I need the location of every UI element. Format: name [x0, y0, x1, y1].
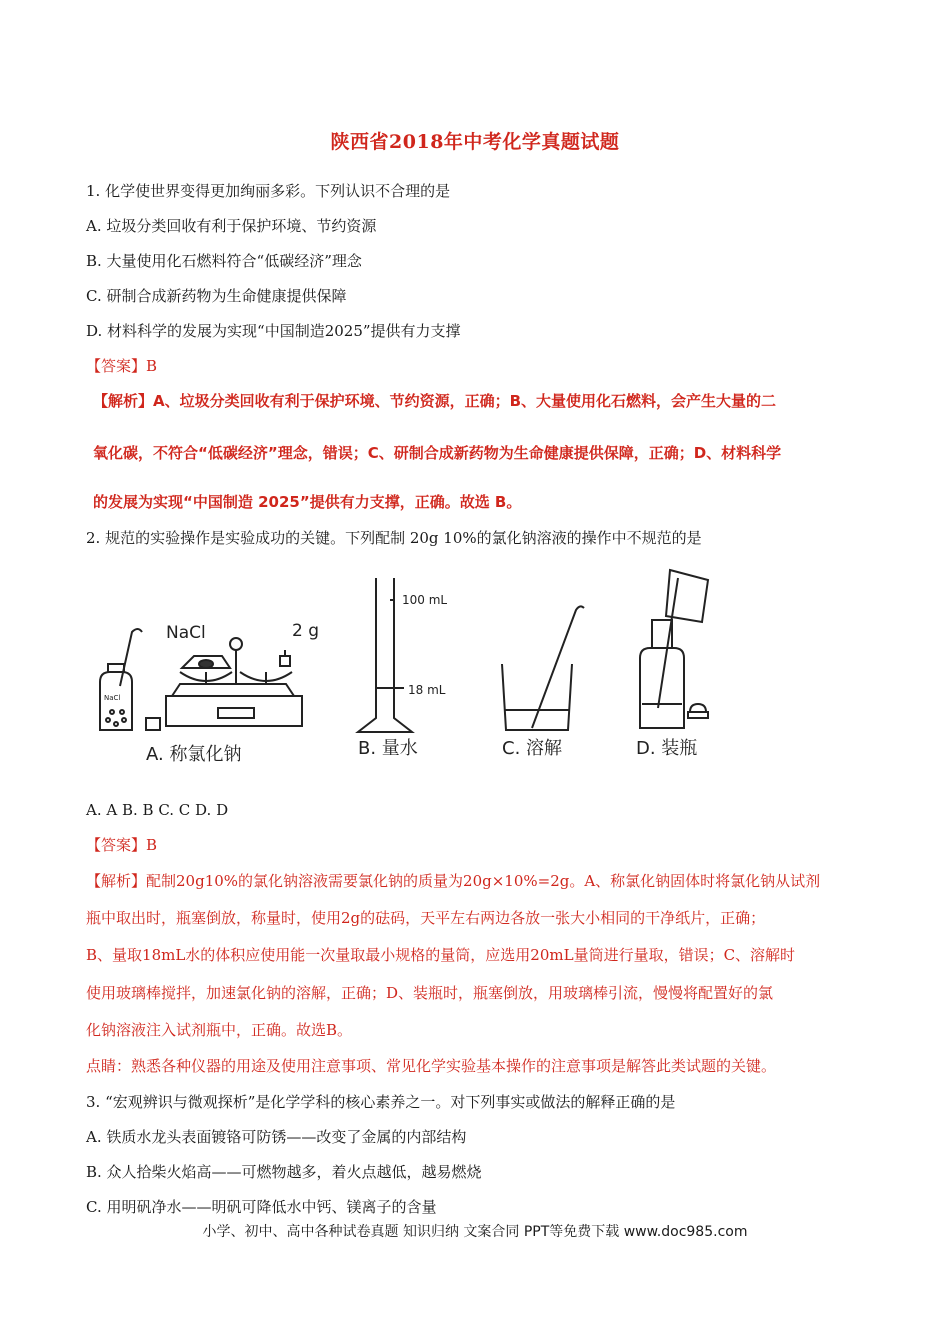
q2-explanation-line-4: 使用玻璃棒搅拌，加速氯化钠的溶解，正确；D、装瓶时，瓶塞倒放，用玻璃棒引流，慢慢将配置好的氯	[86, 984, 774, 1002]
q2-explanation-line-1: 【解析】配制20g10%的氯化钠溶液需要氯化钠的质量为20g×10%=2g。A、称氯化钠固体时将氯化钠从试剂	[86, 872, 821, 890]
q3-option-c: C. 用明矾净水——明矾可降低水中钙、镁离子的含量	[86, 1198, 437, 1216]
q2-explanation-line-3: B、量取18mL水的体积应使用能一次量取最小规格的量筒，应选用20mL量筒进行量取，错误；C、溶解时	[86, 946, 796, 964]
weight-label: 2 g	[292, 621, 320, 641]
q1-stem: 1. 化学使世界变得更加绚丽多彩。下列认识不合理的是	[86, 182, 451, 200]
caption-a: A. 称氯化钠	[146, 744, 242, 765]
nacl-label: NaCl	[166, 623, 206, 643]
q3-option-a: A. 铁质水龙头表面镀铬可防锈——改变了金属的内部结构	[86, 1128, 467, 1146]
q1-option-b: B. 大量使用化石燃料符合“低碳经济”理念	[86, 252, 362, 270]
q1-option-d: D. 材料科学的发展为实现“中国制造2025”提供有力支撑	[86, 322, 461, 340]
q2-explanation-line-5: 化钠溶液注入试剂瓶中，正确。故选B。	[86, 1021, 353, 1039]
q2-choices: A. A B. B C. C D. D	[86, 801, 229, 819]
q1-explanation-line-2: 氧化碳，不符合“低碳经济”理念，错误；C、研制合成新药物为生命健康提供保障，正确；D、材料科学	[93, 444, 782, 462]
q2-tip: 点睛：熟悉各种仪器的用途及使用注意事项、常见化学实验基本操作的注意事项是解答此类试题的关键。	[86, 1057, 777, 1075]
q1-explanation-line-1: 【解析】A、垃圾分类回收有利于保护环境、节约资源，正确；B、大量使用化石燃料，会产生大量的二	[93, 392, 777, 410]
q1-answer: 【答案】B	[86, 357, 158, 375]
cylinder-top-label: 100 mL	[402, 593, 448, 607]
page-title: 陕西省2018年中考化学真题试题	[330, 131, 620, 153]
q2-experiment-figure	[86, 560, 776, 775]
q1-explanation-line-3: 的发展为实现“中国制造 2025”提供有力支撑，正确。故选 B。	[93, 493, 522, 511]
caption-d: D. 装瓶	[636, 738, 698, 759]
bottle-label: NaCl	[104, 694, 121, 702]
q2-explanation-line-2: 瓶中取出时，瓶塞倒放，称量时，使用2g的砝码，天平左右两边各放一张大小相同的干净纸片，正确；	[86, 909, 766, 927]
caption-b: B. 量水	[358, 738, 418, 759]
caption-c: C. 溶解	[502, 738, 563, 759]
cylinder-mark-label: 18 mL	[408, 683, 446, 697]
q2-answer: 【答案】B	[86, 836, 158, 854]
q1-option-a: A. 垃圾分类回收有利于保护环境、节约资源	[86, 217, 377, 235]
q1-option-c: C. 研制合成新药物为生命健康提供保障	[86, 287, 347, 305]
q2-stem: 2. 规范的实验操作是实验成功的关键。下列配制 20g 10%的氯化钠溶液的操作中不规范的是	[86, 529, 702, 547]
page-footer: 小学、初中、高中各种试卷真题 知识归纳 文案合同 PPT等免费下载 www.doc985.com	[202, 1224, 748, 1240]
q3-stem: 3. “宏观辨识与微观探析”是化学学科的核心素养之一。对下列事实或做法的解释正确的是	[86, 1093, 676, 1111]
q3-option-b: B. 众人拾柴火焰高——可燃物越多，着火点越低，越易燃烧	[86, 1163, 482, 1181]
